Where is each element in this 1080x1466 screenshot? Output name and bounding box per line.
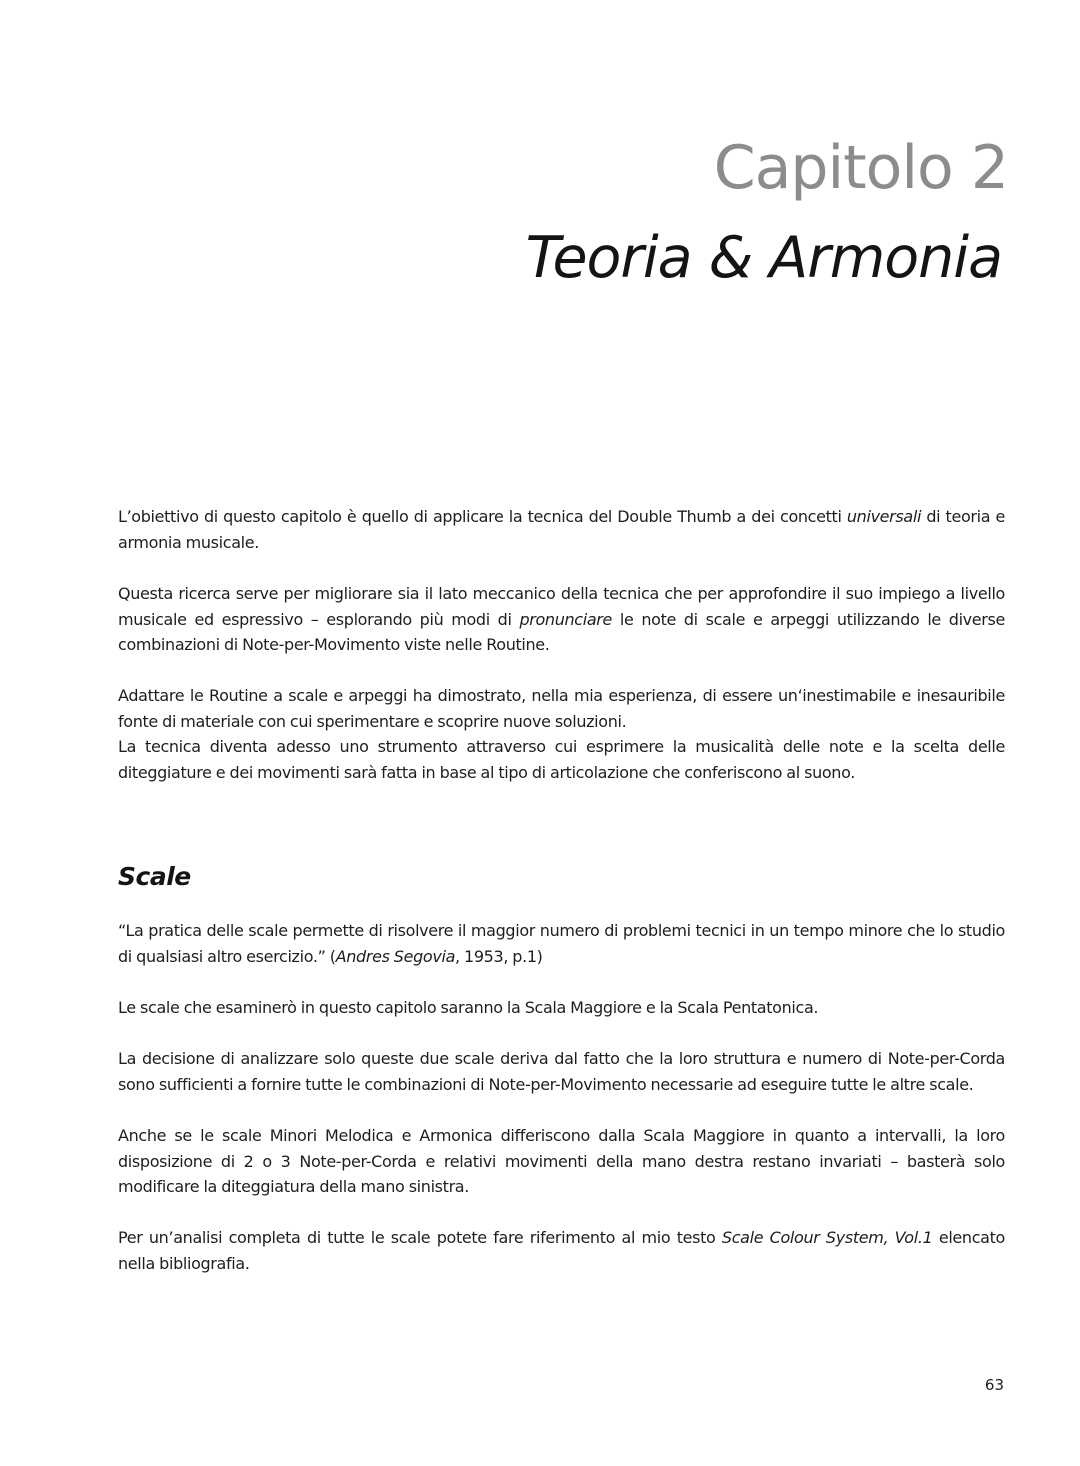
- quote-paragraph: [118, 918, 1005, 969]
- emphasis-text: universali: [846, 507, 922, 526]
- section-title: Scale: [118, 862, 191, 891]
- book-title: Scale Colour System, Vol.1: [721, 1228, 933, 1247]
- text-run: , 1953, p.1): [455, 946, 543, 966]
- chapter-title: Teoria & Armonia: [525, 225, 1002, 291]
- text-run: Adattare le Routine a scale e arpeggi ha dimostrato, nella mia esperienza, di essere un‘inestimabile e inesauribile fonte di materiale con cui sperimentare e scoprire nuove soluzioni.: [118, 686, 1005, 731]
- chapter-number: Capitolo 2: [713, 133, 1008, 203]
- text-run: di teoria e armonia musicale.: [118, 507, 1005, 552]
- text-run: La tecnica diventa adesso uno strumento attraverso cui esprimere la musicalità delle note e la scelta delle diteggiature e dei movimenti sarà fatta in base al tipo di articolazione che conferiscono al suono.: [118, 737, 1005, 782]
- page-number: 63: [984, 1376, 1004, 1394]
- scale-paragraph-1: Le scale che esaminerò in questo capitolo saranno la Scala Maggiore e la Scala Pentatonica.: [118, 998, 819, 1017]
- intro-paragraph-3: [118, 683, 1005, 785]
- scale-paragraph-3: Anche se le scale Minori Melodica e Armonica differiscono dalla Scala Maggiore in quanto a intervalli, la loro disposizione di 2 o 3 Note-per-Corda e relativi movimenti della mano destra restano invariati – basterà solo modificare la diteggiatura della mano sinistra.: [118, 1126, 1005, 1197]
- citation-author: Andres Segovia: [335, 946, 456, 966]
- scale-paragraph-4: [118, 1225, 1005, 1276]
- text-run: Questa ricerca serve per migliorare sia il lato meccanico della tecnica che per approfondire il suo impiego a livello musicale ed espressivo – esplorando più modi di: [118, 584, 1005, 629]
- text-run: L’obiettivo di questo capitolo è quello di applicare la tecnica del Double Thumb a dei concetti: [118, 507, 847, 526]
- emphasis-text: pronunciare: [519, 609, 613, 629]
- intro-paragraph-1: [118, 504, 1005, 555]
- intro-paragraph-2: [118, 581, 1005, 658]
- text-run: le note di scale e arpeggi utilizzando le diverse combinazioni di Note-per-Movimento viste nelle Routine.: [118, 609, 1005, 655]
- text-run: elencato nella bibliografia.: [118, 1228, 1005, 1273]
- text-run: “La pratica delle scale permette di risolvere il maggior numero di problemi tecnici in un tempo minore che lo studio di qualsiasi altro esercizio.” (: [118, 921, 1005, 966]
- scale-paragraph-2: La decisione di analizzare solo queste due scale deriva dal fatto che la loro struttura e numero di Note-per-Corda sono sufficienti a fornire tutte le combinazioni di Note-per-Movimento necessarie ad eseguire tutte le altre scale.: [118, 1049, 1005, 1094]
- text-run: Per un’analisi completa di tutte le scale potete fare riferimento al mio testo: [118, 1228, 722, 1247]
